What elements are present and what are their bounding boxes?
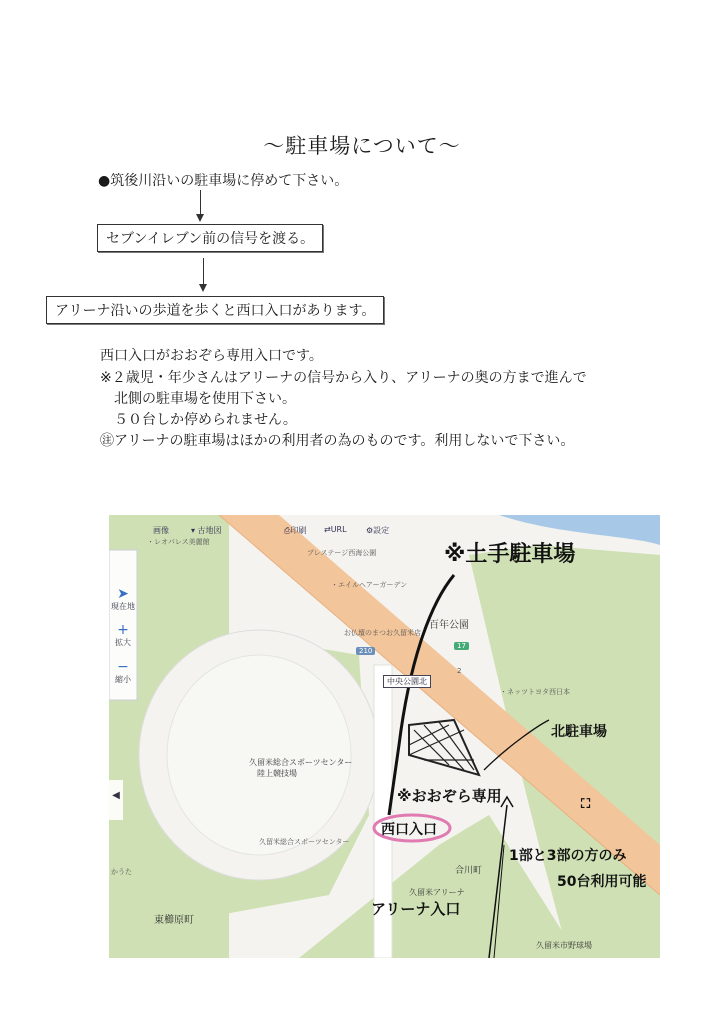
zoom-out-button[interactable] bbox=[109, 660, 137, 685]
map-label: 百年公園 bbox=[429, 620, 469, 631]
down-arrow-icon bbox=[200, 190, 201, 220]
settings-label: 設定 bbox=[373, 526, 390, 535]
note-line: ※２歳児・年少さんはアリーナの信号から入り、アリーナの奥の方まで進んで bbox=[100, 370, 587, 386]
route-badge: 210 bbox=[356, 647, 375, 655]
print-button[interactable] bbox=[284, 525, 306, 536]
chevron-left-icon: ◀ bbox=[112, 790, 120, 801]
map-label: 久留米アリーナ bbox=[409, 888, 465, 897]
zoom-in-button[interactable] bbox=[109, 623, 137, 648]
step-1-text: ●筑後川沿いの駐車場に停めて下さい。 bbox=[98, 173, 349, 189]
printer-icon: ⎙ bbox=[284, 526, 291, 535]
current-label: 現在地 bbox=[111, 602, 135, 611]
map-label: ・レオパレス美麗館 bbox=[147, 538, 210, 546]
zoom-in-label: 拡大 bbox=[115, 638, 131, 647]
map-label: 陸上競技場 bbox=[257, 769, 297, 778]
fullscreen-icon[interactable]: ⛶ bbox=[581, 797, 591, 812]
map-label: 東櫛原町 bbox=[154, 915, 194, 926]
step-2-box: セブンイレブン前の信号を渡る。 bbox=[97, 224, 323, 252]
map-label: 久留米総合スポーツセンター bbox=[249, 758, 353, 767]
print-label: 印刷 bbox=[290, 526, 307, 535]
gear-icon: ⚙ bbox=[366, 526, 374, 535]
minus-icon: − bbox=[117, 659, 129, 675]
handwritten-note: 西口入口 bbox=[381, 822, 437, 838]
map-badge: 17 bbox=[454, 642, 469, 650]
map-label: ・ネッツトヨタ西日本 bbox=[500, 688, 570, 696]
url-label: URL bbox=[330, 525, 347, 534]
pan-left-button[interactable] bbox=[109, 790, 123, 801]
handwritten-note: ※おおぞら専用 bbox=[397, 787, 502, 805]
map-label: ・エイルヘアーガーデン bbox=[331, 581, 408, 589]
note-line: 北側の駐車場を使用下さい。 bbox=[100, 391, 296, 407]
step-3-box: アリーナ沿いの歩道を歩くと西口入口があります。 bbox=[46, 296, 384, 324]
note-line: ５０台しか停められません。 bbox=[100, 412, 297, 428]
plus-icon: + bbox=[117, 622, 129, 638]
handwritten-note: 北駐車場 bbox=[551, 724, 607, 740]
down-arrow-icon bbox=[203, 258, 204, 290]
url-button[interactable] bbox=[324, 525, 347, 534]
handwritten-note: 50台利用可能 bbox=[557, 874, 647, 890]
page-title: 〜駐車場について〜 bbox=[263, 134, 461, 158]
settings-button[interactable] bbox=[366, 525, 389, 536]
handwritten-note: アリーナ入口 bbox=[371, 900, 461, 918]
map-label: お仏壇のまつお久留米店 bbox=[344, 629, 421, 637]
handwritten-note: ※土手駐車場 bbox=[444, 542, 576, 567]
map-screenshot bbox=[109, 515, 660, 958]
map-label: プレステージ西海公園 bbox=[307, 549, 377, 557]
zoom-out-label: 縮小 bbox=[115, 675, 131, 684]
note-line: ㊟アリーナの駐車場はほかの利用者の為のものです。利用しないで下さい。 bbox=[100, 433, 575, 449]
current-location-button[interactable] bbox=[109, 587, 137, 612]
map-label: 久留米市野球場 bbox=[536, 941, 592, 950]
map-label: 合川町 bbox=[455, 866, 483, 876]
intersection-label: 中央公園北 bbox=[383, 675, 431, 688]
map-label: かうた bbox=[111, 868, 132, 876]
map-label: 久留米総合スポーツセンター bbox=[259, 838, 350, 846]
handwritten-note: 1部と3部の方のみ bbox=[509, 848, 627, 864]
old-map-dropdown[interactable]: ▾ 古地図 bbox=[191, 526, 222, 535]
note-line: 西口入口がおおぞら専用入口です。 bbox=[100, 348, 323, 364]
link-icon: ⇄ bbox=[324, 525, 331, 534]
map-label: 2 bbox=[457, 667, 462, 675]
location-arrow-icon: ➤ bbox=[117, 586, 129, 602]
image-button[interactable]: 画像 bbox=[153, 526, 169, 535]
